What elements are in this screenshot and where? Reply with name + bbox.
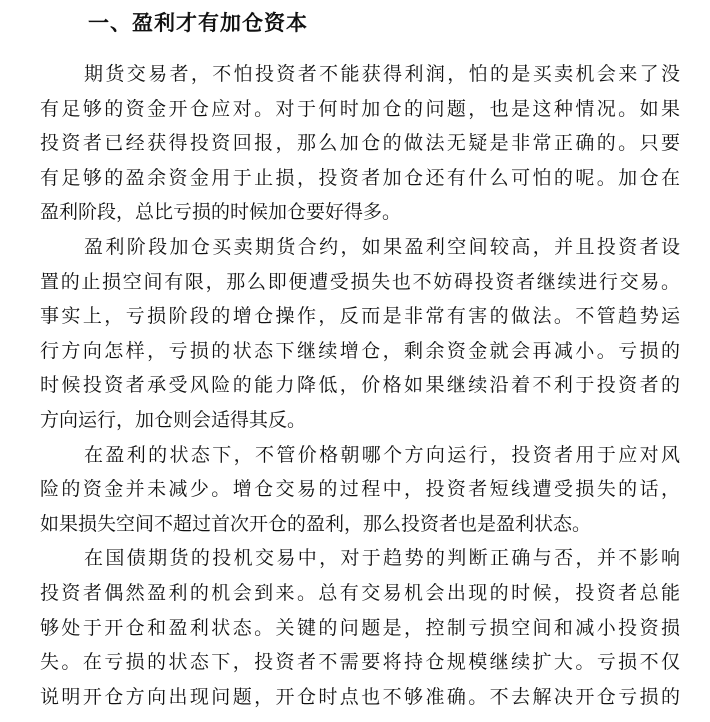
paragraph-4: [40, 541, 680, 714]
text-line: 事实上，亏损阶段的增仓操作，反而是非常有害的做法。不管趋势运: [40, 305, 680, 328]
text-line: 方向运行，加仓则会适得其反。: [40, 408, 307, 431]
text-line: 失。在亏损的状态下，投资者不需要将持仓规模继续扩大。亏损不仅: [40, 651, 680, 674]
text-line: 在盈利的状态下，不管价格朝哪个方向运行，投资者用于应对风: [84, 443, 680, 466]
text-line: 时候投资者承受风险的能力降低，价格如果继续沿着不利于投资者的: [40, 374, 680, 397]
body-text: [40, 57, 680, 714]
section-heading: 一、盈利才有加仓资本: [88, 11, 308, 35]
text-line: 置的止损空间有限，那么即便遭受损失也不妨碍投资者继续进行交易。: [40, 270, 680, 293]
text-line: 够处于开仓和盈利状态。关键的问题是，控制亏损空间和减小投资损: [40, 616, 680, 639]
paragraph-1: [40, 57, 680, 230]
text-line: 在国债期货的投机交易中，对于趋势的判断正确与否，并不影响: [84, 547, 680, 570]
paragraph-3: [40, 438, 680, 542]
text-line: 如果损失空间不超过首次开仓的盈利，那么投资者也是盈利状态。: [40, 512, 592, 535]
text-line: 盈利阶段，总比亏损的时候加仓要好得多。: [40, 201, 402, 224]
paragraph-2: [40, 230, 680, 438]
text-line: 有足够的盈余资金用于止损，投资者加仓还有什么可怕的呢。加仓在: [40, 166, 680, 189]
text-line: 盈利阶段加仓买卖期货合约，如果盈利空间较高，并且投资者设: [84, 235, 680, 258]
text-line: 期货交易者，不怕投资者不能获得利润，怕的是买卖机会来了没: [84, 63, 680, 85]
text-line: 投资者偶然盈利的机会到来。总有交易机会出现的时候，投资者总能: [40, 581, 680, 604]
text-line: 有足够的资金开仓应对。对于何时加仓的问题，也是这种情况。如果: [40, 97, 680, 120]
text-line: 险的资金并未减少。增仓交易的过程中，投资者短线遭受损失的话，: [40, 478, 680, 501]
text-line: 投资者已经获得投资回报，那么加仓的做法无疑是非常正确的。只要: [40, 132, 680, 155]
text-line: 行方向怎样，亏损的状态下继续增仓，剩余资金就会再减小。亏损的: [40, 339, 680, 362]
text-line: 说明开仓方向出现问题，开仓时点也不够准确。不去解决开仓亏损的: [40, 685, 680, 708]
